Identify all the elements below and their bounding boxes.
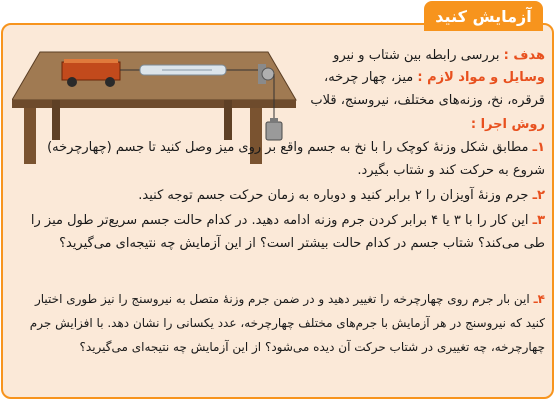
- materials-line-2: قرقره، نخ، وزنه‌های مختلف، نیروسنج، قلاب: [310, 93, 545, 108]
- step-2: [138, 185, 545, 207]
- pulley: [262, 68, 274, 80]
- step-1-number: ۱ـ: [532, 140, 545, 155]
- step-1: [47, 137, 545, 159]
- step-4-line-2: کنید که نیروسنج در هر آزمایش با جرم‌های مختلف چهارچرخه، عدد یکسانی را نشان دهد. با افزایش جرم: [29, 316, 545, 330]
- step-3: [31, 210, 545, 232]
- cart-top: [64, 59, 118, 63]
- step-3-number: ۳ـ: [532, 213, 545, 228]
- step-4-line-3: چهارچرخه، چه تغییری در شتاب حرکت آن دیده می‌شود؟ از این آزمایش چه نتیجه‌ای می‌گیرید؟: [79, 340, 545, 354]
- table-leg-back-left: [52, 100, 60, 140]
- step-4: [35, 288, 545, 310]
- step-4-number: ۴ـ: [533, 292, 545, 306]
- cart-wheel-left: [67, 77, 77, 87]
- materials-line-1: [324, 67, 545, 88]
- step-1-line-2: شروع به حرکت کند و شتاب بگیرد.: [357, 163, 545, 178]
- section-title: آزمایش کنید: [424, 1, 543, 31]
- step-2-line-1: جرم وزنهٔ آویزان را ۲ برابر کنید و دوباره به زمان حرکت جسم توجه کنید.: [138, 188, 529, 203]
- step-4-line-1: این بار جرم روی چهارچرخه را تغییر دهید و در ضمن جرم وزنهٔ متصل به نیروسنج را نیز طوری اختیار: [34, 292, 530, 306]
- goal-line: [333, 45, 545, 66]
- table-leg-front-left: [24, 108, 36, 164]
- goal-label: هدف :: [503, 48, 545, 63]
- step-1-line-1: مطابق شکل وزنهٔ کوچک را با نخ به جسم واقع بر روی میز وصل کنید تا جسم (چهارچرخه): [47, 140, 529, 155]
- step-3-line-2: طی می‌کند؟ شتاب جسم در کدام حالت بیشتر است؟ از این آزمایش چه نتیجه‌ای می‌گیرید؟: [59, 236, 545, 251]
- table-top: [12, 52, 296, 100]
- goal-text: بررسی رابطه بین شتاب و نیرو: [333, 48, 500, 63]
- materials-text-1: میز، چهار چرخه،: [324, 70, 414, 85]
- method-label: روش اجرا :: [470, 117, 545, 132]
- materials-label: وسایل و مواد لازم :: [417, 70, 545, 85]
- cart-wheel-right: [105, 77, 115, 87]
- step-2-number: ۲ـ: [532, 188, 545, 203]
- table-leg-back-right: [224, 100, 232, 140]
- step-3-line-1: این کار را با ۳ یا ۴ برابر کردن جرم وزنه ادامه دهید. در کدام حالت جسم سریع‌تر طول میز را: [30, 213, 529, 228]
